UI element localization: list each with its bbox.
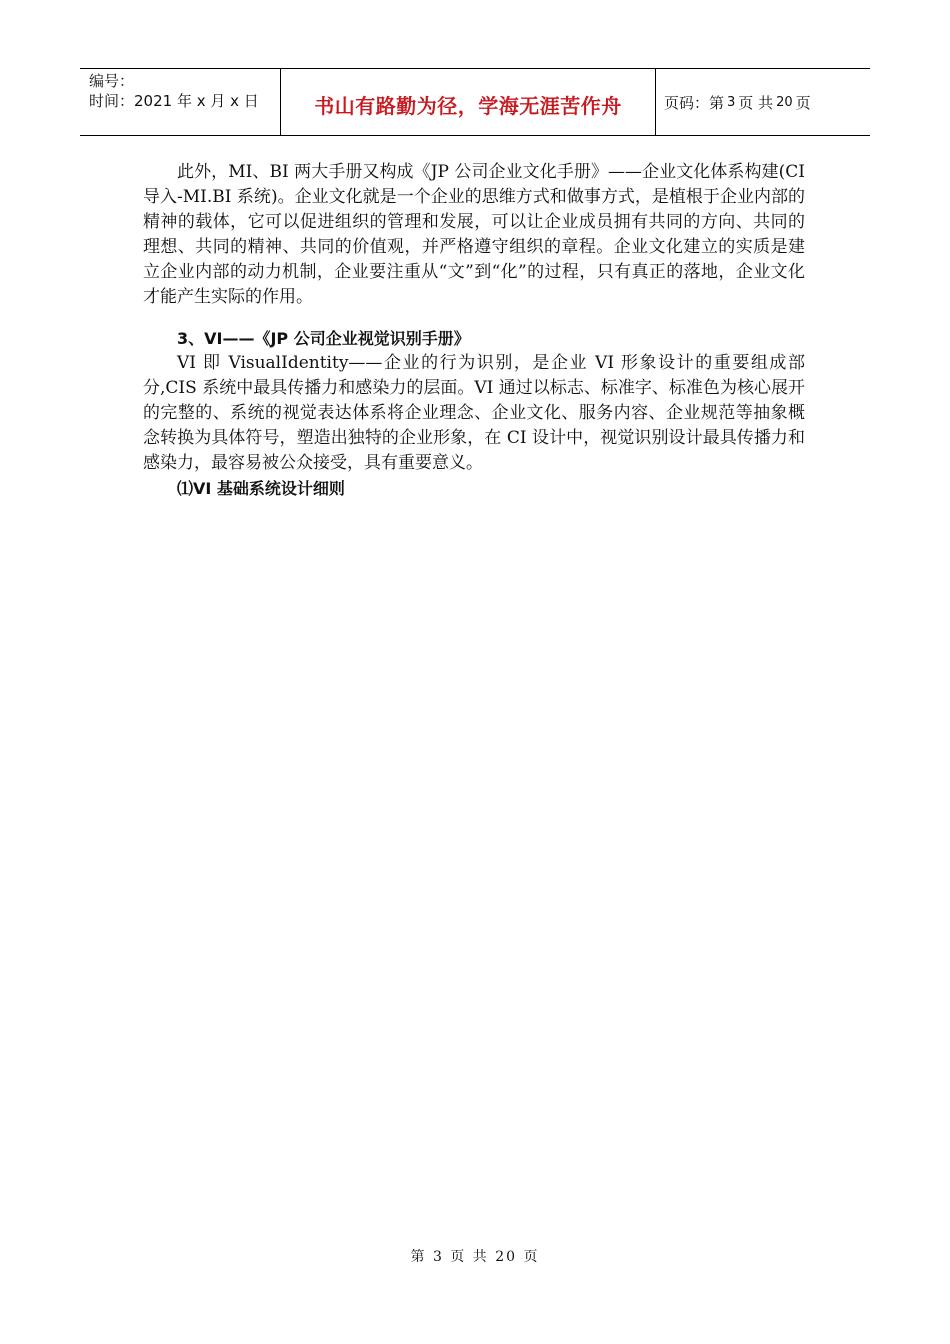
page-suffix: 页	[795, 93, 811, 112]
header-page-cell	[656, 69, 870, 135]
page-footer: 第 3 页 共 20 页	[410, 1249, 540, 1265]
page-mid: 页 共	[738, 93, 774, 112]
header-motto: 书山有路勤为径，学海无涯苦作舟	[314, 93, 622, 118]
header-meta-cell	[80, 69, 281, 135]
page-prefix: 页码：第	[664, 93, 725, 112]
document-date-label: 时间：2021 年 x 月 x 日	[89, 92, 259, 110]
header-motto-cell	[281, 69, 656, 135]
body-paragraph: VI 即 VisualIdentity——企业的行为识别，是企业 VI 形象设计的重要组成部分,CIS 系统中最具传播力和感染力的层面。VI 通过以标志、标准字、标准色为核心展开的完整的、系统的视觉表达体系将企业理念、企业文化、服务内容、企业规范等抽象概念转换为具体符号，塑造出独特的企业形象，在 CI 设计中，视觉识别设计最具传播力和感染力，最容易被公众接受，具有重要意义。	[143, 353, 805, 473]
document-body	[143, 160, 805, 501]
document-number-label: 编号：	[89, 72, 135, 90]
body-paragraph: 此外，MI、BI 两大手册又构成《JP 公司企业文化手册》——企业文化体系构建(CI 导入-MI.BI 系统)。企业文化就是一个企业的思维方式和做事方式，是植根于企业内部的精神的载体，它可以促进组织的管理和发展，可以让企业成员拥有共同的方向、共同的理想、共同的精神、共同的价值观，并严格遵守组织的章程。企业文化建立的实质是建立企业内部的动力机制，企业要注重从“文”到“化”的过程，只有真正的落地，企业文化才能产生实际的作用。	[143, 162, 805, 307]
sub-section-heading: ⑴VI 基础系统设计细则	[177, 479, 345, 498]
page-current-number: 3	[727, 94, 736, 110]
page-total-number: 20	[776, 94, 793, 110]
document-header	[80, 68, 870, 136]
section-heading: 3、VI——《JP 公司企业视觉识别手册》	[177, 329, 470, 348]
